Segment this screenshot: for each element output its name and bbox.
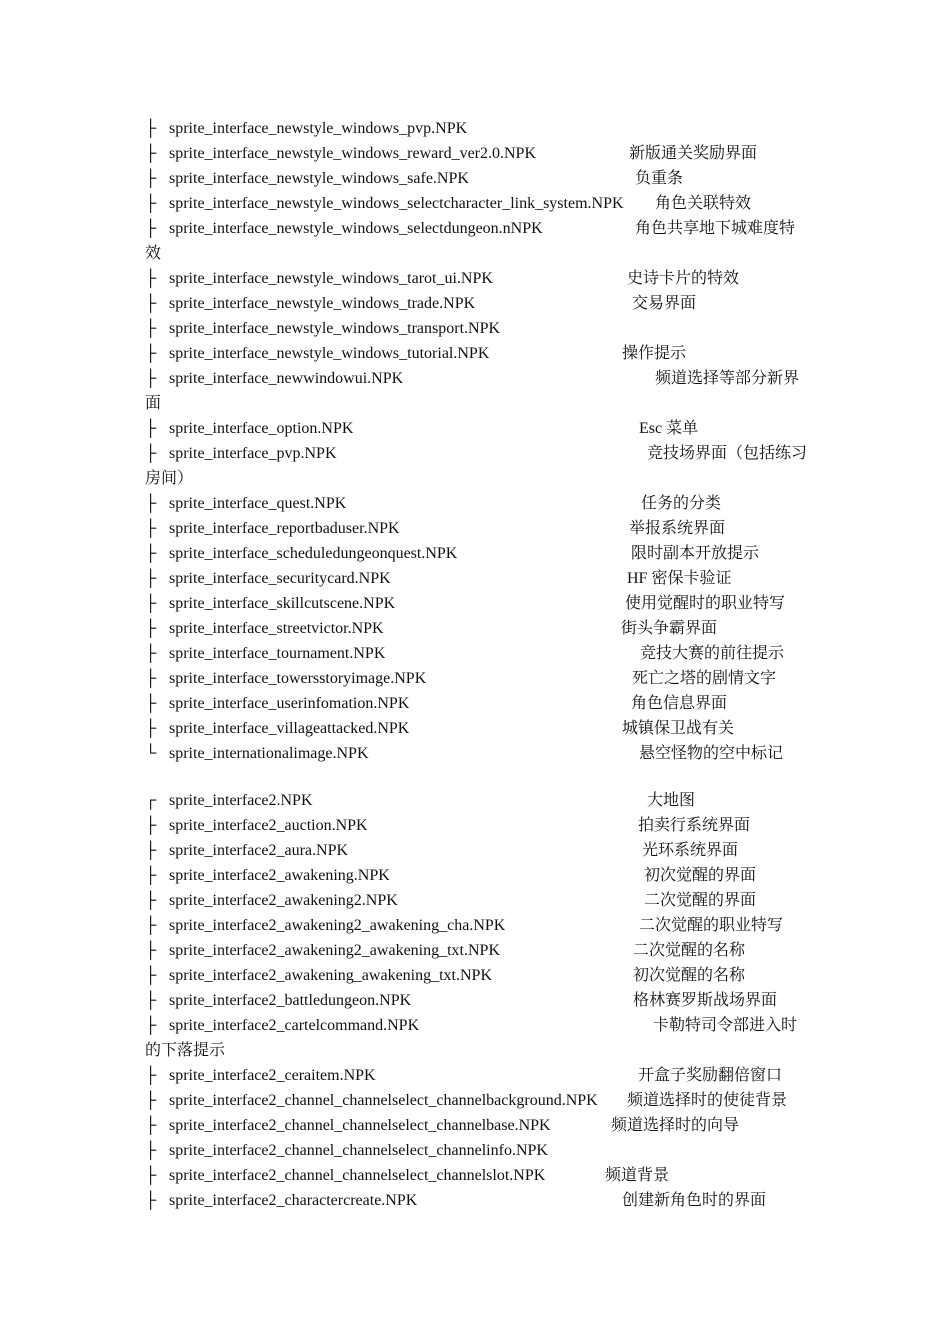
file-description: 初次觉醒的界面 bbox=[644, 867, 757, 884]
file-name: sprite_interface_quest.NPK bbox=[169, 495, 347, 512]
tree-branch-glyph: ├ bbox=[145, 370, 157, 387]
file-description: 竞技大赛的前往提示 bbox=[640, 645, 785, 662]
description-continuation: 的下落提示 bbox=[145, 1042, 226, 1059]
file-description: 卡勒特司令部进入时 bbox=[653, 1017, 798, 1034]
description-continuation: 面 bbox=[145, 395, 162, 412]
tree-branch-glyph: ┌ bbox=[145, 792, 157, 809]
tree-branch-glyph: ├ bbox=[145, 1142, 157, 1159]
file-name: sprite_interface_userinfomation.NPK bbox=[169, 695, 410, 712]
tree-branch-glyph: ├ bbox=[145, 1167, 157, 1184]
file-name: sprite_interface2_channel_channelselect_channelslot.NPK bbox=[169, 1167, 546, 1184]
file-description: 二次觉醒的职业特写 bbox=[639, 917, 784, 934]
file-description: 限时副本开放提示 bbox=[631, 545, 760, 562]
file-description: 举报系统界面 bbox=[629, 520, 726, 537]
file-name: sprite_interface2_aura.NPK bbox=[169, 842, 349, 859]
tree-branch-glyph: ├ bbox=[145, 345, 157, 362]
tree-branch-glyph: ├ bbox=[145, 595, 157, 612]
file-description: Esc 菜单 bbox=[639, 420, 699, 437]
file-description: 频道选择时的使徒背景 bbox=[627, 1092, 788, 1109]
file-name: sprite_interface2_cartelcommand.NPK bbox=[169, 1017, 420, 1034]
file-description: 频道选择等部分新界 bbox=[655, 370, 800, 387]
file-name: sprite_interface2_channel_channelselect_channelbackground.NPK bbox=[169, 1092, 598, 1109]
tree-branch-glyph: ├ bbox=[145, 1092, 157, 1109]
file-description: 角色关联特效 bbox=[655, 195, 752, 212]
tree-branch-glyph: ├ bbox=[145, 145, 157, 162]
tree-branch-glyph: ├ bbox=[145, 1067, 157, 1084]
file-description: 二次觉醒的名称 bbox=[633, 942, 746, 959]
tree-branch-glyph: ├ bbox=[145, 270, 157, 287]
file-name: sprite_interface_newstyle_windows_selectcharacter_link_system.NPK bbox=[169, 195, 624, 212]
file-name: sprite_interface_securitycard.NPK bbox=[169, 570, 391, 587]
tree-branch-glyph: ├ bbox=[145, 420, 157, 437]
file-description: 大地图 bbox=[647, 792, 696, 809]
file-description: 任务的分类 bbox=[641, 495, 722, 512]
file-name: sprite_interface_newstyle_windows_tutorial.NPK bbox=[169, 345, 490, 362]
file-description: 二次觉醒的界面 bbox=[644, 892, 757, 909]
file-name: sprite_interface2_battledungeon.NPK bbox=[169, 992, 412, 1009]
file-name: sprite_interface_newstyle_windows_transport.NPK bbox=[169, 320, 501, 337]
file-description: 交易界面 bbox=[632, 295, 697, 312]
tree-branch-glyph: ├ bbox=[145, 620, 157, 637]
tree-branch-glyph: ├ bbox=[145, 892, 157, 909]
file-description: 角色信息界面 bbox=[631, 695, 728, 712]
file-name: sprite_interface_reportbaduser.NPK bbox=[169, 520, 400, 537]
tree-branch-glyph: ├ bbox=[145, 320, 157, 337]
file-description: 悬空怪物的空中标记 bbox=[639, 745, 784, 762]
tree-branch-glyph: ├ bbox=[145, 967, 157, 984]
file-description: 新版通关奖励界面 bbox=[629, 145, 758, 162]
tree-branch-glyph: ├ bbox=[145, 120, 157, 137]
tree-branch-glyph: ├ bbox=[145, 645, 157, 662]
file-name: sprite_interface2_charactercreate.NPK bbox=[169, 1192, 418, 1209]
tree-branch-glyph: ├ bbox=[145, 170, 157, 187]
tree-branch-glyph: ├ bbox=[145, 842, 157, 859]
file-name: sprite_interface_newstyle_windows_reward_ver2.0.NPK bbox=[169, 145, 537, 162]
tree-branch-glyph: ├ bbox=[145, 570, 157, 587]
tree-branch-glyph: ├ bbox=[145, 545, 157, 562]
file-description: 频道背景 bbox=[605, 1167, 670, 1184]
file-name: sprite_interface_newstyle_windows_trade.NPK bbox=[169, 295, 476, 312]
tree-branch-glyph: ├ bbox=[145, 220, 157, 237]
file-description: 使用觉醒时的职业特写 bbox=[625, 595, 786, 612]
file-name: sprite_interface_skillcutscene.NPK bbox=[169, 595, 396, 612]
file-description: 城镇保卫战有关 bbox=[622, 720, 735, 737]
tree-branch-glyph: └ bbox=[145, 745, 157, 762]
file-name: sprite_interface2_awakening2.NPK bbox=[169, 892, 398, 909]
file-name: sprite_interface2_awakening_awakening_txt.NPK bbox=[169, 967, 493, 984]
file-description: 操作提示 bbox=[622, 345, 687, 362]
tree-branch-glyph: ├ bbox=[145, 445, 157, 462]
tree-branch-glyph: ├ bbox=[145, 992, 157, 1009]
file-description: HF 密保卡验证 bbox=[627, 570, 732, 587]
tree-branch-glyph: ├ bbox=[145, 720, 157, 737]
file-name: sprite_interface_tournament.NPK bbox=[169, 645, 386, 662]
file-name: sprite_interface2_awakening2_awakening_txt.NPK bbox=[169, 942, 501, 959]
tree-branch-glyph: ├ bbox=[145, 817, 157, 834]
file-description: 格林赛罗斯战场界面 bbox=[633, 992, 778, 1009]
file-description: 负重条 bbox=[635, 170, 684, 187]
file-description: 史诗卡片的特效 bbox=[627, 270, 740, 287]
file-name: sprite_interface_villageattacked.NPK bbox=[169, 720, 410, 737]
tree-branch-glyph: ├ bbox=[145, 495, 157, 512]
file-description: 光环系统界面 bbox=[642, 842, 739, 859]
tree-branch-glyph: ├ bbox=[145, 520, 157, 537]
tree-branch-glyph: ├ bbox=[145, 1192, 157, 1209]
file-description: 频道选择时的向导 bbox=[611, 1117, 740, 1134]
tree-branch-glyph: ├ bbox=[145, 1117, 157, 1134]
tree-branch-glyph: ├ bbox=[145, 695, 157, 712]
description-continuation: 房间） bbox=[145, 470, 194, 487]
file-name: sprite_interface_towersstoryimage.NPK bbox=[169, 670, 427, 687]
file-name: sprite_interface_newwindowui.NPK bbox=[169, 370, 404, 387]
tree-branch-glyph: ├ bbox=[145, 1017, 157, 1034]
tree-branch-glyph: ├ bbox=[145, 295, 157, 312]
file-name: sprite_interface2_awakening2_awakening_cha.NPK bbox=[169, 917, 506, 934]
file-description: 开盒子奖励翻倍窗口 bbox=[638, 1067, 783, 1084]
file-name: sprite_interface_newstyle_windows_safe.NPK bbox=[169, 170, 469, 187]
file-description: 死亡之塔的剧情文字 bbox=[632, 670, 777, 687]
file-name: sprite_interface_newstyle_windows_pvp.NPK bbox=[169, 120, 468, 137]
file-name: sprite_interface_streetvictor.NPK bbox=[169, 620, 384, 637]
file-description: 竞技场界面（包括练习 bbox=[647, 445, 808, 462]
file-name: sprite_interface2_ceraitem.NPK bbox=[169, 1067, 376, 1084]
tree-branch-glyph: ├ bbox=[145, 942, 157, 959]
file-name: sprite_interface_scheduledungeonquest.NPK bbox=[169, 545, 458, 562]
file-description: 初次觉醒的名称 bbox=[633, 967, 746, 984]
file-name: sprite_interface2_channel_channelselect_channelinfo.NPK bbox=[169, 1142, 548, 1159]
description-continuation: 效 bbox=[145, 245, 162, 262]
file-description: 街头争霸界面 bbox=[621, 620, 718, 637]
file-name: sprite_interface_pvp.NPK bbox=[169, 445, 337, 462]
file-description: 角色共享地下城难度特 bbox=[635, 220, 796, 237]
file-name: sprite_interface2.NPK bbox=[169, 792, 313, 809]
file-name: sprite_interface2_awakening.NPK bbox=[169, 867, 390, 884]
file-description: 创建新角色时的界面 bbox=[622, 1192, 767, 1209]
file-name: sprite_internationalimage.NPK bbox=[169, 745, 369, 762]
file-name: sprite_interface2_auction.NPK bbox=[169, 817, 368, 834]
tree-branch-glyph: ├ bbox=[145, 670, 157, 687]
file-description: 拍卖行系统界面 bbox=[638, 817, 751, 834]
file-name: sprite_interface2_channel_channelselect_channelbase.NPK bbox=[169, 1117, 551, 1134]
file-name: sprite_interface_option.NPK bbox=[169, 420, 354, 437]
file-name: sprite_interface_newstyle_windows_tarot_ui.NPK bbox=[169, 270, 493, 287]
file-name: sprite_interface_newstyle_windows_selectdungeon.nNPK bbox=[169, 220, 543, 237]
tree-branch-glyph: ├ bbox=[145, 917, 157, 934]
tree-branch-glyph: ├ bbox=[145, 867, 157, 884]
tree-branch-glyph: ├ bbox=[145, 195, 157, 212]
